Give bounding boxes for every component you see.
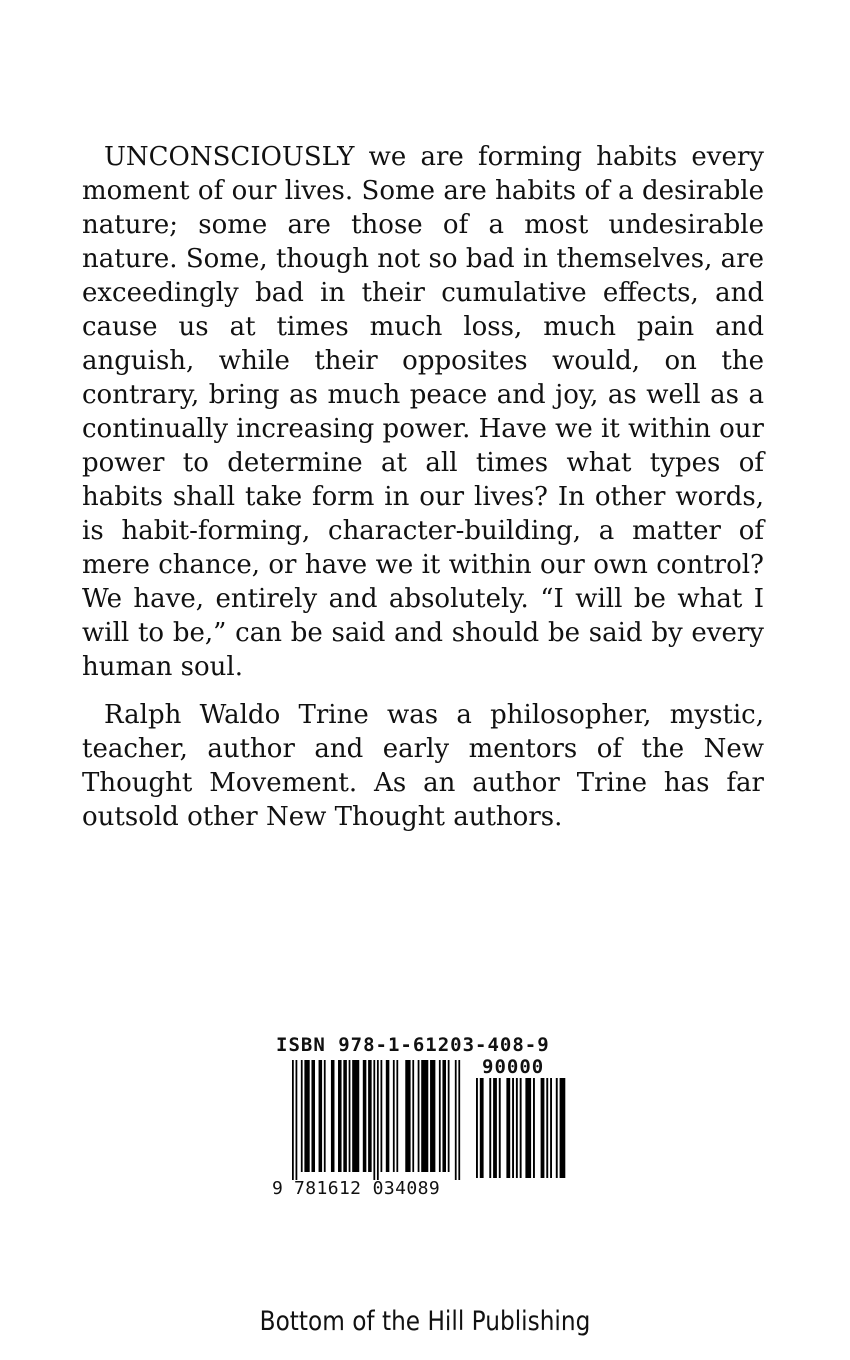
isbn-label: ISBN 978-1-61203-408-9: [276, 1034, 550, 1056]
barcode-bar: [455, 1060, 457, 1180]
barcode-bar: [493, 1078, 497, 1178]
barcode-bar: [506, 1078, 510, 1178]
barcode-bar: [418, 1060, 420, 1172]
barcode-bar: [393, 1060, 395, 1172]
ean-digit-groups: 781612 034089: [294, 1178, 441, 1199]
barcode-bar: [533, 1078, 535, 1178]
barcode-bar: [421, 1060, 428, 1172]
barcode-bar: [520, 1078, 522, 1178]
blurb-paragraph-author: Ralph Waldo Trine was a philosopher, mystic, teacher, author and early mentors of the New Thought Movement. As an author Trine has far outsold other New Thought authors.: [82, 700, 764, 832]
barcode-bar: [489, 1078, 491, 1178]
barcode-bar: [546, 1078, 548, 1178]
barcode-bar: [324, 1060, 326, 1172]
barcode-bar: [338, 1060, 342, 1172]
barcode-bar: [304, 1060, 309, 1172]
barcode-bar: [377, 1060, 379, 1180]
barcode-bar: [512, 1078, 514, 1178]
barcode-bar: [311, 1060, 315, 1172]
barcode-bar: [363, 1060, 367, 1172]
barcode-bar: [541, 1078, 545, 1178]
barcode-bar: [381, 1060, 383, 1172]
barcode-bar: [499, 1078, 501, 1178]
barcode-bar: [525, 1078, 531, 1178]
back-cover-blurb: [82, 140, 764, 834]
barcode-bar: [480, 1078, 484, 1178]
barcode-bar: [331, 1060, 335, 1172]
publisher-name: Bottom of the Hill Publishing: [259, 1306, 591, 1337]
ean-first-digit: 9: [272, 1178, 283, 1199]
barcode-bar: [352, 1060, 359, 1172]
ean13-bars: [292, 1060, 462, 1180]
barcode-bar: [430, 1060, 435, 1172]
blurb-paragraph-habits: UNCONSCIOUSLY we are forming habits every moment of our lives. Some are habits of a desirable nature; some are those of a most undesirable nature. Some, though not so bad in themselves, are exceedingly bad in their cumulative effects, and cause us at times much loss, much pain and anguish, while their opposites would, on the contrary, bring as much peace and joy, as well as a continually increasing power. Have we it within our power to determine at all times what types of habits shall take form in our lives? In other words, is habit-forming, character-building, a matter of mere chance, or have we it within our own control? We have, entirely and absolutely. “I will be what I will to be,” can be said and should be said by every human soul.: [82, 142, 764, 682]
barcode-bar: [405, 1060, 410, 1172]
isbn-barcode: [272, 1034, 572, 1204]
barcode-bar: [396, 1060, 398, 1172]
barcode-bar: [349, 1060, 351, 1172]
barcode-bar: [292, 1060, 294, 1180]
barcode-bar: [448, 1060, 450, 1172]
barcode-bar: [516, 1078, 518, 1178]
barcode-bar: [550, 1078, 552, 1178]
barcode-bar: [458, 1060, 460, 1180]
barcode-bar: [556, 1078, 558, 1178]
barcode-bar: [319, 1060, 323, 1172]
barcode-bar: [373, 1060, 375, 1180]
barcode-bar: [439, 1060, 441, 1172]
barcode-bar: [412, 1060, 414, 1172]
price-addon-label: 90000: [482, 1056, 545, 1078]
barcode-bar: [296, 1060, 298, 1180]
barcode-bar: [343, 1060, 347, 1172]
barcode-bar: [442, 1060, 446, 1172]
barcode-bar: [560, 1078, 566, 1178]
barcode-bar: [368, 1060, 372, 1172]
barcode-bar: [301, 1060, 303, 1172]
price-addon-bars: [476, 1078, 566, 1178]
barcode-bar: [386, 1060, 390, 1172]
barcode-bar: [476, 1078, 478, 1178]
